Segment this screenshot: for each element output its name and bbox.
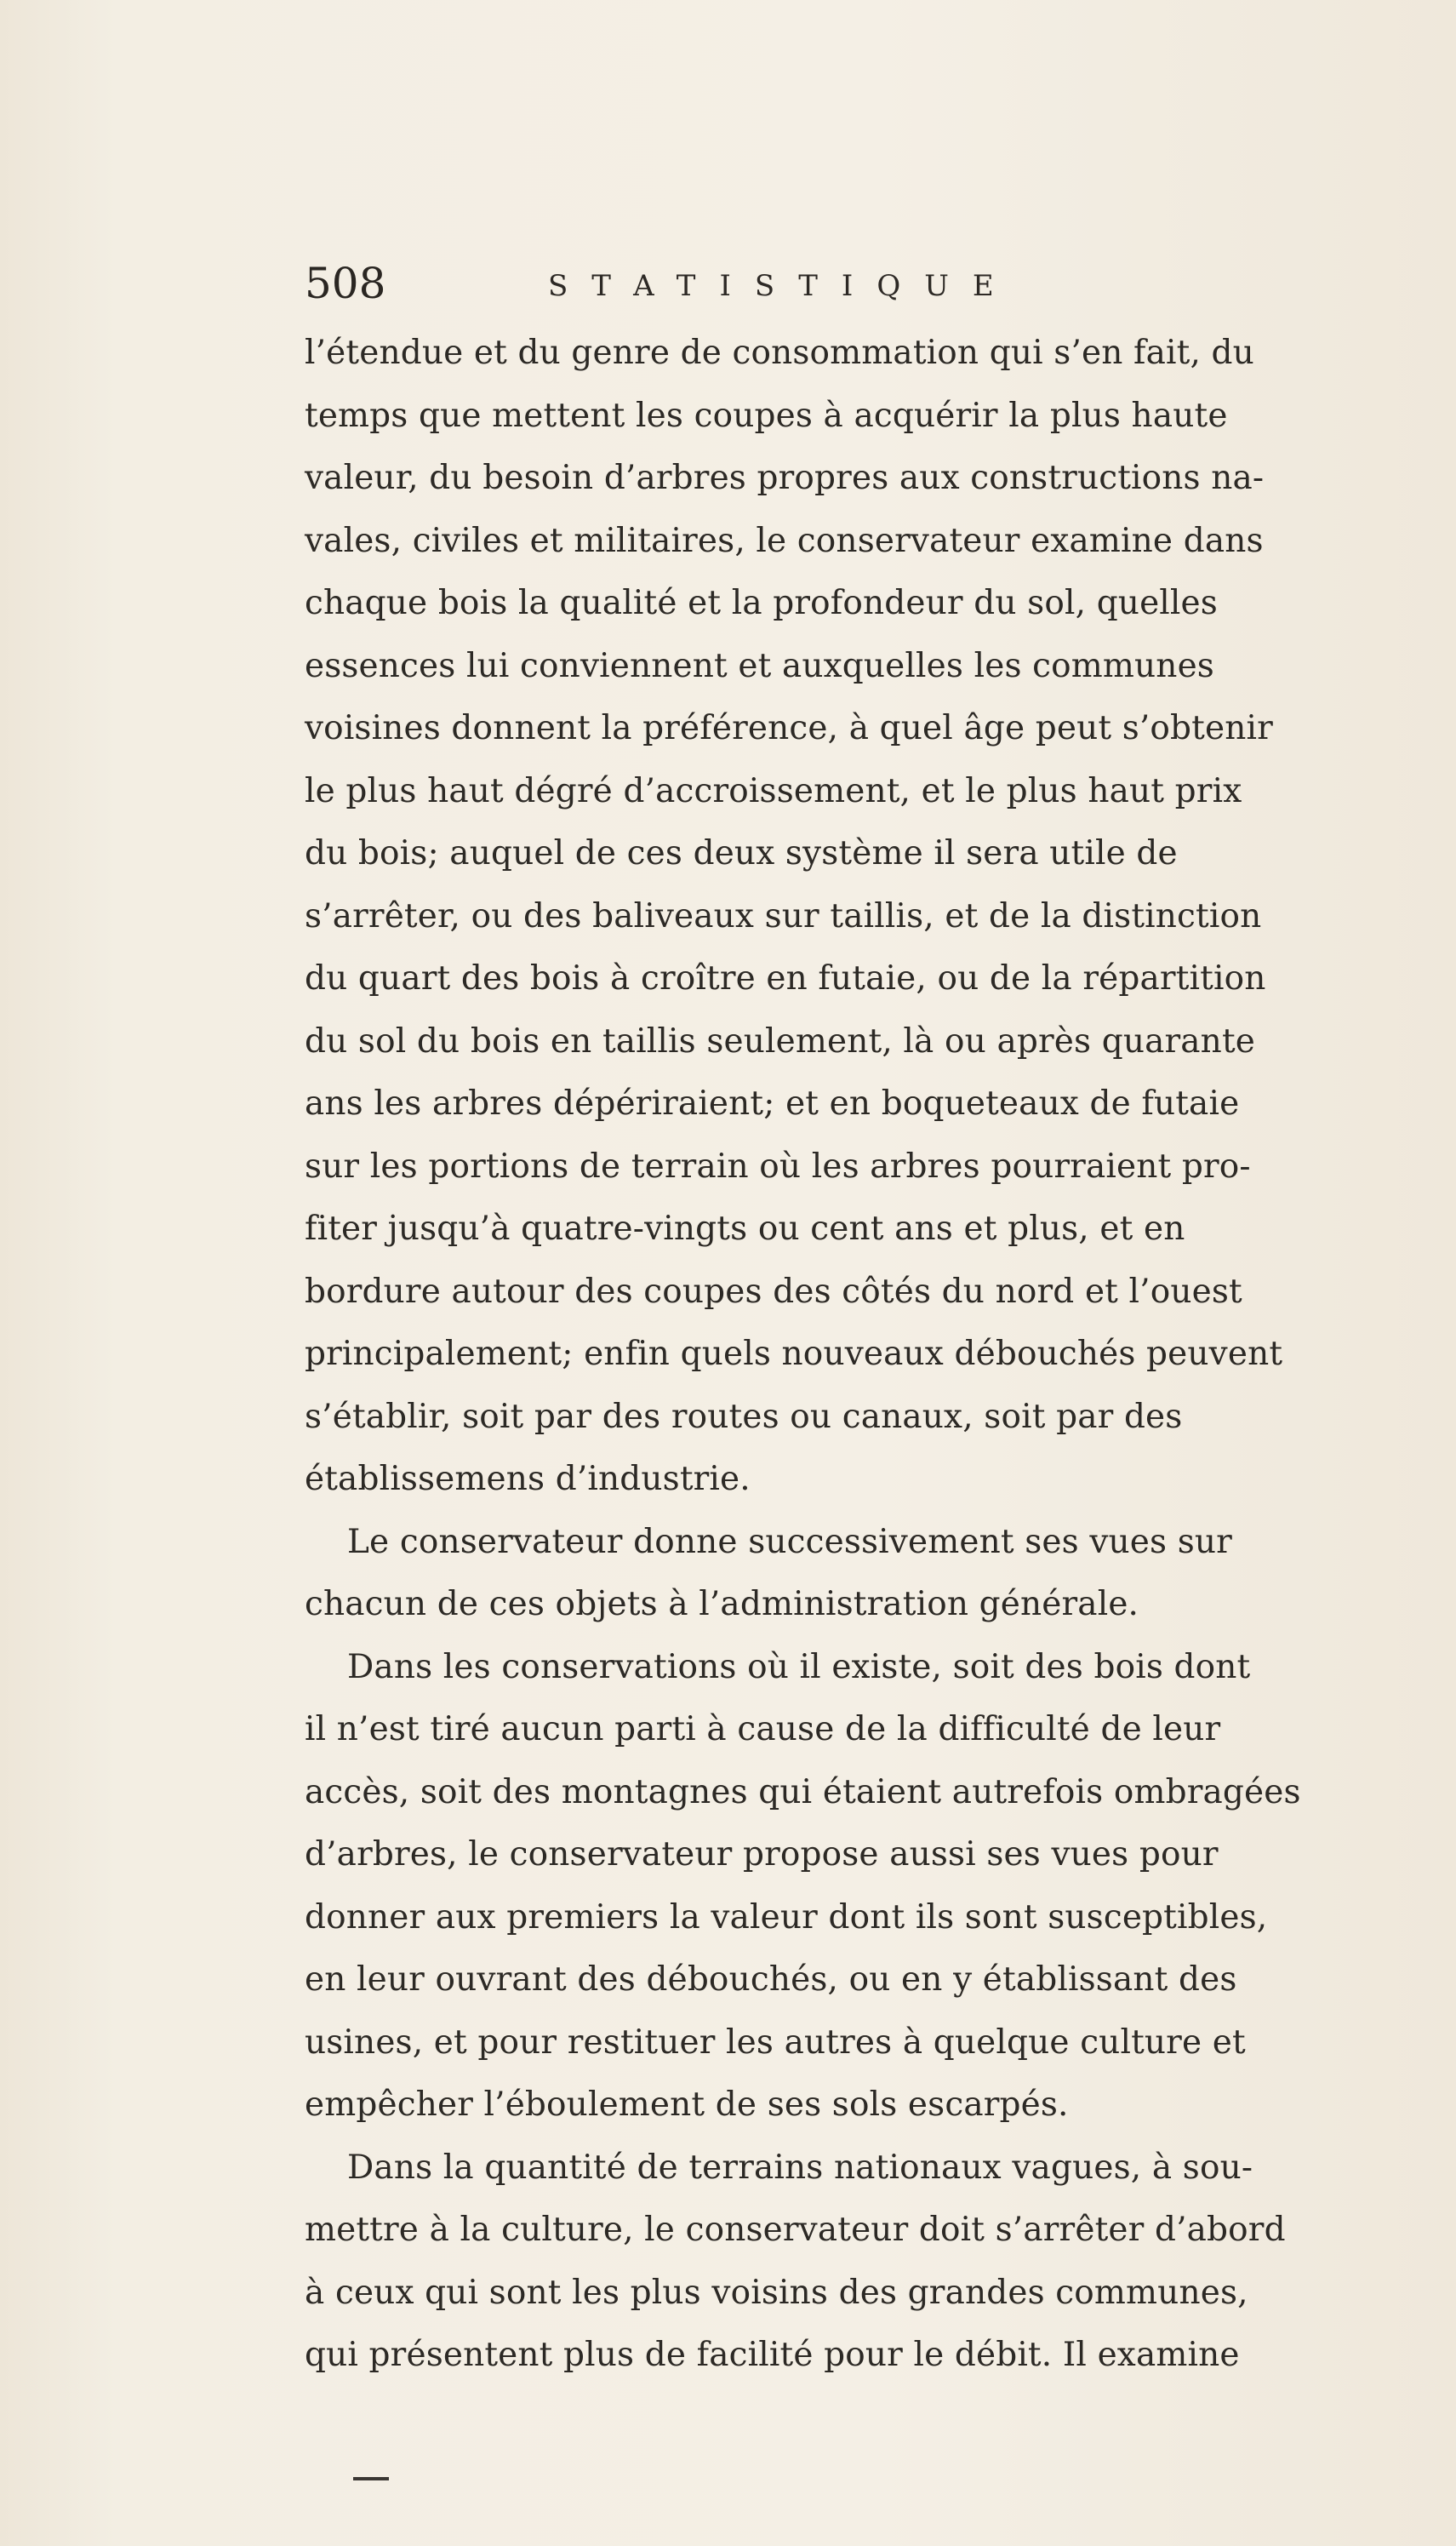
text-line: Le conservateur donne successivement ses vues sur (347, 1522, 1232, 1561)
text-line: donner aux premiers la valeur dont ils sont susceptibles, (305, 1897, 1268, 1937)
text-line: qui présentent plus de facilité pour le débit. Il examine (305, 2336, 1240, 2374)
text-line: mettre à la culture, le conservateur doit s’arrêter d’abord (305, 2211, 1286, 2249)
text-line: usines, et pour restituer les autres à quelque culture et (305, 2022, 1246, 2062)
text-line: du bois; auquel de ces deux système il sera utile de (305, 834, 1178, 873)
body-text (305, 322, 1411, 2387)
text-line: fiter jusqu’à quatre-vingts ou cent ans et plus, et en (305, 1210, 1185, 1248)
page-header (305, 254, 1122, 313)
text-line: ans les arbres dépériraient; et en boqueteaux de futaie (305, 1084, 1240, 1123)
text-line: voisines donnent la préférence, à quel âge peut s’obtenir (305, 709, 1273, 747)
text-line: Dans la quantité de terrains nationaux vagues, à sou- (347, 2148, 1253, 2187)
text-line: en leur ouvrant des débouchés, ou en y établissant des (305, 1960, 1237, 1999)
text-line: il n’est tiré aucun parti à cause de la difficulté de leur (305, 1710, 1221, 1748)
text-line: bordure autour des coupes des côtés du nord et l’ouest (305, 1272, 1242, 1311)
text-line: empêcher l’éboulement de ses sols escarpés. (305, 2085, 1069, 2124)
text-line: s’arrêter, ou des baliveaux sur taillis, et de la distinction (305, 896, 1262, 935)
text-line: valeur, du besoin d’arbres propres aux constructions na- (305, 459, 1265, 497)
text-line: essences lui conviennent et auxquelles les communes (305, 646, 1214, 685)
text-line: du quart des bois à croître en futaie, ou de la répartition (305, 959, 1266, 998)
text-line: l’étendue et du genre de consommation qui s’en fait, du (305, 334, 1254, 372)
text-line: d’arbres, le conservateur propose aussi ses vues pour (305, 1835, 1219, 1874)
text-line: accès, soit des montagnes qui étaient autrefois ombragées (305, 1772, 1301, 1811)
text-line: chacun de ces objets à l’administration générale. (305, 1585, 1139, 1623)
text-line: chaque bois la qualité et la profondeur du sol, quelles (305, 584, 1218, 622)
text-line: s’établir, soit par des routes ou canaux, soit par des (305, 1397, 1183, 1436)
text-line: temps que mettent les coupes à acquérir la plus haute (305, 396, 1228, 435)
footer-rule (353, 2477, 389, 2480)
running-head: STATISTIQUE (548, 269, 1018, 303)
text-line: principalement; enfin quels nouveaux débouchés peuvent (305, 1335, 1283, 1373)
text-line: établissemens d’industrie. (305, 1460, 751, 1498)
text-line: sur les portions de terrain où les arbres pourraient pro- (305, 1147, 1251, 1186)
text-line: le plus haut dégré d’accroissement, et le plus haut prix (305, 771, 1242, 810)
text-line: Dans les conservations où il existe, soit des bois dont (347, 1647, 1251, 1686)
text-line: vales, civiles et militaires, le conservateur examine dans (305, 521, 1264, 560)
text-line: à ceux qui sont les plus voisins des grandes communes, (305, 2273, 1248, 2312)
page-number: 508 (305, 259, 386, 308)
text-line: du sol du bois en taillis seulement, là ou après quarante (305, 1021, 1256, 1061)
